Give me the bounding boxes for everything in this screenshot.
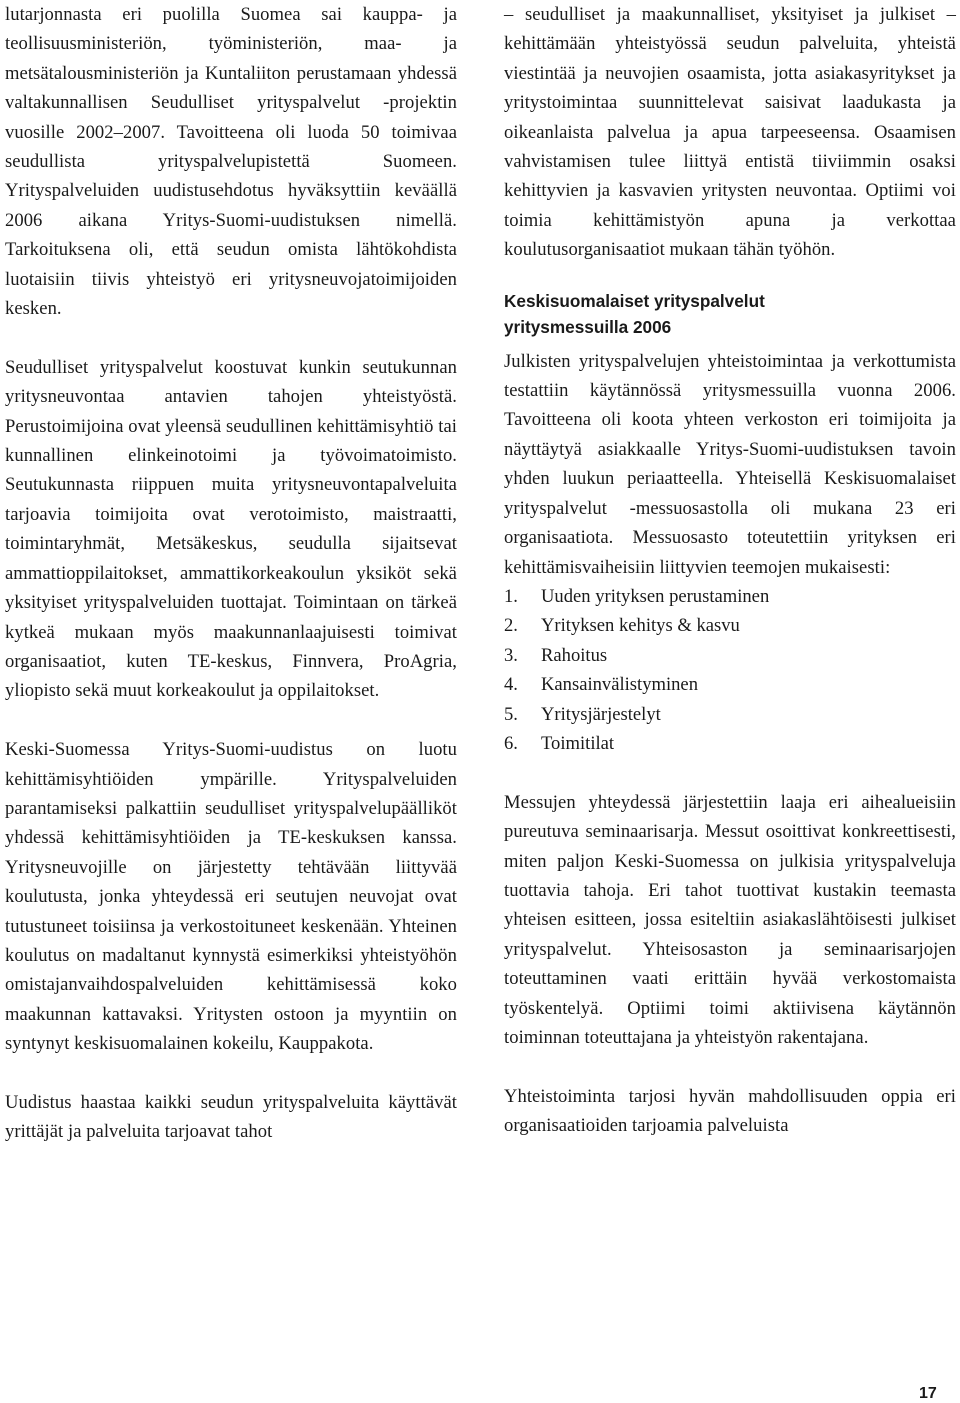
list-item bbox=[504, 582, 956, 611]
theme-list bbox=[504, 582, 956, 758]
list-item-text: Toimitilat bbox=[541, 732, 615, 754]
list-item bbox=[504, 611, 956, 640]
list-item bbox=[504, 641, 956, 670]
list-item-text: Yritysjärjestelyt bbox=[541, 703, 661, 725]
paragraph-seudulliset-ja-maakunnalliset: – seudulliset ja maakunnalliset, yksityiset ja julkiset – kehittämään yhteistyössä seudun palveluita, yhteistä viestintää ja neuvojien osaamista, jotta asiakasyritykset ja yritystoimintaa suunnittelevat saisivat laadukasta ja oikeanlaista palvelua ja apua tarpeeseensa. Osaamisen vahvistamisen tulee liittyä entistä tiiviimmin osaksi kehittyvien ja kasvavien yritysten neuvontaa. Optiimi voi toimia kehittämistyön apuna ja verkottaa koulutusorganisaatiot mukaan tähän työhön. bbox=[504, 4, 956, 261]
list-item-number: 5. bbox=[504, 703, 518, 725]
section-heading-line-1: Keskisuomalaiset yrityspalvelut bbox=[504, 290, 765, 311]
list-item bbox=[504, 729, 956, 758]
list-item-text: Uuden yrityksen perustaminen bbox=[541, 585, 770, 607]
paragraph-seudulliset-yrityspalvelut: Seudulliset yrityspalvelut koostuvat kunkin seutukunnan yritysneuvontaa antavien tahojen yhteistyöstä. Perustoimijoina ovat yleensä seudullinen kehittämisyhtiö tai kunnallinen elinkeinotoimi ja työvoimatoimisto. Seutukunnasta riippuen muita yritysneuvontapalveluita tarjoavia toimijoita ovat verotoimisto, maistraatti, toimintaryhmät, Metsäkeskus, seudulla sijaitsevat ammattioppilaitokset, ammattikorkeakoulun yksiköt sekä yksityiset yrityspalveluiden tuottajat. Toimintaan on tärkeä kytkeä mukaan myös maakunnanlaajuisesti toimivat organisaatiot, kuten TE-keskus, Finnvera, ProAgria, yliopisto sekä muut korkeakoulut ja oppilaitokset. bbox=[5, 356, 457, 702]
paragraph-uudistus-haastaa: Uudistus haastaa kaikki seudun yrityspalveluita käyttävät yrittäjät ja palveluita tarjoavat tahot bbox=[5, 1091, 457, 1143]
left-column bbox=[5, 0, 457, 1147]
page-number: 17 bbox=[919, 1385, 937, 1402]
list-item-number: 1. bbox=[504, 585, 518, 607]
list-item-number: 4. bbox=[504, 674, 518, 696]
list-item bbox=[504, 700, 956, 729]
right-column bbox=[504, 0, 956, 1141]
list-item-text: Rahoitus bbox=[541, 644, 608, 666]
list-item-text: Yrityksen kehitys & kasvu bbox=[541, 615, 740, 637]
paragraph-julkisten-yrityspalvelujen: Julkisten yrityspalvelujen yhteistoimintaa ja verkottumista testattiin käytännössä yritysmessuilla vuonna 2006. Tavoitteena oli koota yhteen verkoston eri toimijoita ja näyttäytyä asiakkaalle Yritys-Suomi-uudistuksen tavoin yhden luukun periaatteella. Yhteisellä Keskisuomalaiset yrityspalvelut -messuosastolla oli mukana 23 eri organisaatiota. Messuosasto toteutettiin yrityksen eri kehittämisvaiheisiin liittyvien teemojen mukaisesti: bbox=[504, 350, 956, 578]
section-heading bbox=[504, 288, 956, 340]
paragraph-yhteistoiminta: Yhteistoiminta tarjosi hyvän mahdollisuuden oppia eri organisaatioiden tarjoamia palveluista bbox=[504, 1085, 956, 1137]
paragraph-keski-suomi: Keski-Suomessa Yritys-Suomi-uudistus on luotu kehittämisyhtiöiden ympärille. Yrityspalveluiden parantamiseksi palkattiin seudulliset yrityspalvelupäälliköt yhdessä kehittämisyhtiöiden ja TE-keskuksen kanssa. Yritysneuvojille on järjestetty tehtävään liittyvää koulutusta, jonka yhteydessä eri seutujen neuvojat ovat tutustuneet toisiinsa ja verkostoituneet keskenään. Yhteinen koulutus on madaltanut kynnystä esimerkiksi yhteistyöhön omistajanvaihdospalveluiden kehittämisessä koko maakunnan kattavaksi. Yritysten ostoon ja myyntiin on syntynyt keskisuomalainen kokeilu, Kauppakota. bbox=[5, 739, 457, 1055]
list-item-text: Kansainvälistyminen bbox=[541, 674, 698, 696]
list-item-number: 3. bbox=[504, 644, 518, 666]
list-item-number: 6. bbox=[504, 732, 518, 754]
paragraph-projekti: lutarjonnasta eri puolilla Suomea sai kauppa- ja teollisuusministeriön, työministeriön, maa- ja metsätalousministeriön ja Kuntaliiton perustamaan yhdessä valtakunnallisen Seudulliset yrityspalvelut -projektin vuosille 2002–2007. Tavoitteena oli luoda 50 toimivaa seudullista yrityspalvelupistettä Suomeen. Yrityspalveluiden uudistusehdotus hyväksyttiin keväällä 2006 aikana Yritys-Suomi-uudistuksen nimellä. Tarkoituksena oli, että seudun omista lähtökohdista luotaisiin tiivis yhteistyö eri yritysneuvojatoimijoiden kesken. bbox=[5, 4, 457, 320]
section-heading-line-2: yritysmessuilla 2006 bbox=[504, 316, 672, 337]
list-item bbox=[504, 670, 956, 699]
paragraph-messujen-yhteydessa: Messujen yhteydessä järjestettiin laaja eri aihealueisiin pureutuva seminaarisarja. Messut osoittivat konkreettisesti, miten paljon Keski-Suomessa on julkisia yrityspalveluja tuottavia tahoja. Eri tahot tuottivat kustakin teemasta yhteisen esitteen, jossa esiteltiin asiakaslähtöisesti julkiset yrityspalvelut. Yhteisosaston ja seminaarisarjojen toteuttaminen vaati erittäin hyvää verkostomaista työskentelyä. Optiimi toimi aktiivisena käytännön toiminnan toteuttajana ja yhteistyön rakentajana. bbox=[504, 791, 956, 1048]
list-item-number: 2. bbox=[504, 615, 518, 637]
